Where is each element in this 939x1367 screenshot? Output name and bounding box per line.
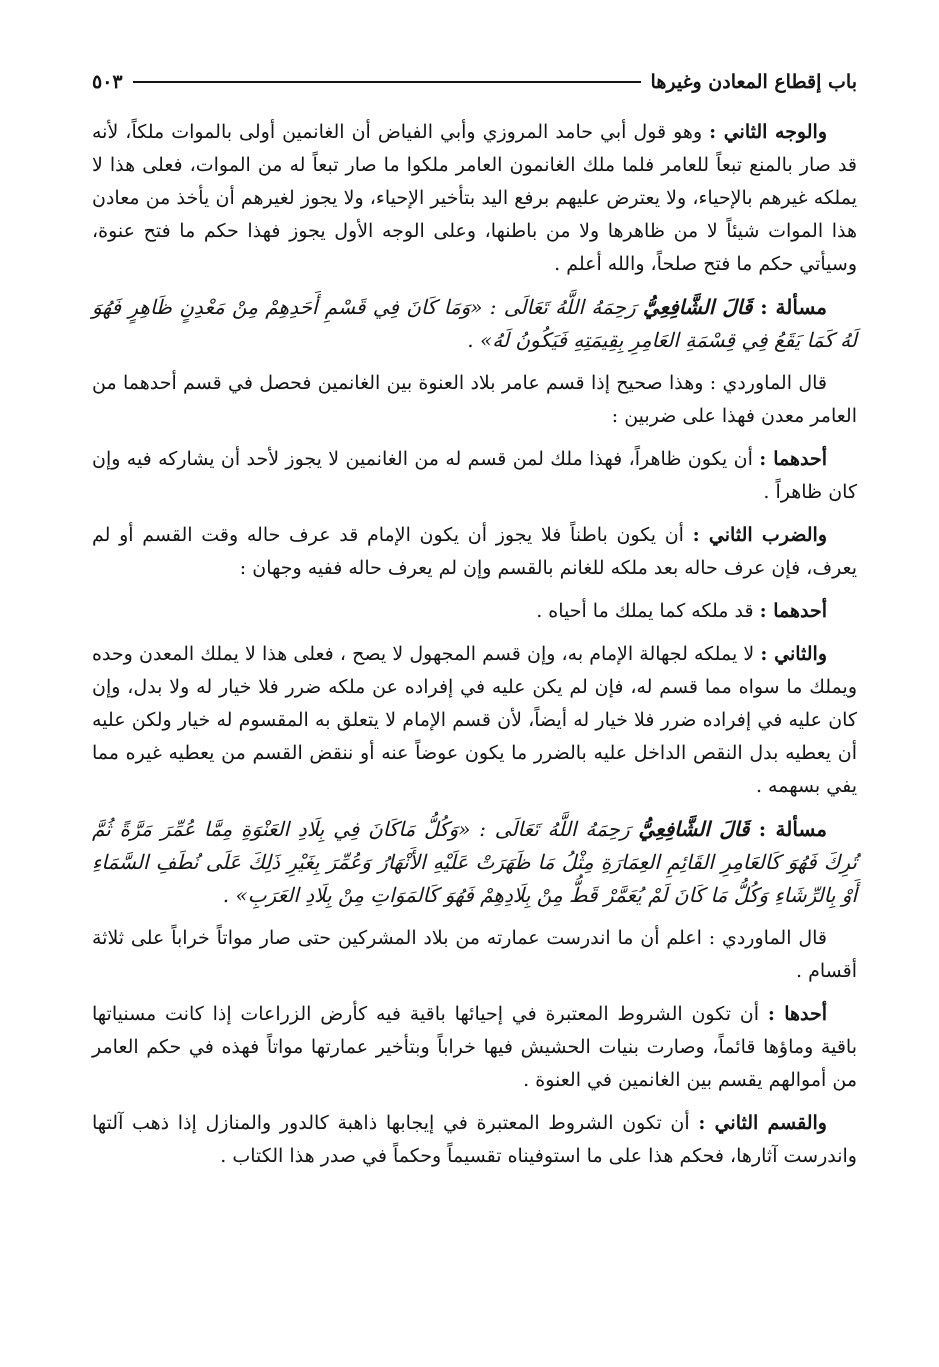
shafii-name: قَالَ الشَّافِعِيُّ — [642, 295, 761, 319]
paragraph-text: أن تكون الشروط المعتبرة في إحيائها باقية فيه كأرض الزراعات إذا كانت مسنياتها باقية وماؤها قائماً، وصارت بنيات الحشيش فيها خراباً وبتأخير عمارتها مواتاً فهذه في حكم العامر من أموالهم يقسم بين الغانمين في العنوة . — [92, 1003, 857, 1091]
page-number: ٥٠٣ — [92, 71, 123, 93]
paragraph-masala-1 — [92, 291, 857, 357]
paragraph-lead: والضرب الثاني : — [692, 524, 827, 546]
page-header — [92, 62, 857, 102]
paragraph-lead: والقسم الثاني : — [698, 1112, 827, 1134]
chapter-title: باب إقطاع المعادن وغيرها — [650, 71, 857, 93]
paragraph-second-view — [92, 116, 857, 281]
paragraph-lead: مسألة : — [760, 295, 828, 319]
book-page — [92, 62, 857, 1352]
paragraph-lead: أحدها : — [767, 1003, 827, 1025]
header-rule — [133, 81, 641, 83]
paragraph-lead: أحدهما : — [759, 600, 827, 622]
paragraph-first-type — [92, 443, 857, 509]
paragraph-text: وهو قول أبي حامد المروزي وأبي الفياض أن الغانمين أولى بالموات ملكاً، لأنه قد صار بالمنع تبعاً للعامر فلما ملك الغانمون العامر ملكوا ما صار تبعاً له من الموات، فعلى هذا لا يملكه غيرهم بالإحياء، ولا يعترض عليهم برفع اليد بتأخير الإحياء، ولا يجوز لغيرهم أن يأخذ من معادن هذا الموات شيئاً لا من ظاهرها ولا من باطنها، وعلى الوجه الأول يجوز فهذا حكم ما فتح عنوة، وسيأتي حكم ما فتح صلحاً، والله أعلم . — [92, 121, 857, 275]
paragraph-lead: والثاني : — [760, 643, 827, 665]
paragraph-text: رَحِمَهُ اللَّهُ تَعَالَى : «وَكُلُّ مَاكَانَ فِي بِلَادِ العَنْوَةِ مِمَّا عُمِّرَ مَرَّةً ثُمَّ تُرِكَ فَهُوَ كَالعَامِرِ القَائِمِ العِمَارَةِ مِثْلُ مَا ظَهَرَتْ عَلَيْهِ الأَنْهَارُ وَعُمِّرَ بِغَيْرِ ذَلِكَ عَلَى نُطَفِ السَّمَاءِ أَوْ بِالرِّشَاءِ وَكُلُّ مَا كَانَ لَمْ يُعَمَّرْ قَطُّ مِنْ بِلَادِهِمْ فَهُوَ كَالمَوَاتِ مِنْ بِلَادِ العَرَبِ» . — [92, 817, 857, 907]
paragraph-text: أن يكون باطناً فلا يجوز أن يكون الإمام قد عرف حاله وقت القسم أو لم يعرف، فإن عرف حاله بعد ملكه للغانم بالقسم وإن لم يعرف حاله ففيه وجهان : — [92, 524, 857, 579]
paragraph-first-view — [92, 595, 857, 628]
paragraph-text: قال الماوردي : وهذا صحيح إذا قسم عامر بلاد العنوة بين الغانمين فحصل في قسم أحدهما من العامر معدن فهذا على ضربين : — [92, 372, 857, 427]
paragraph-text: قال الماوردي : اعلم أن ما اندرست عمارته من بلاد المشركين حتى صار مواتاً خراباً على ثلاثة أقسام . — [92, 927, 857, 982]
shafii-name: قَالَ الشَّافِعِيُّ — [638, 817, 759, 841]
paragraph-text: أن تكون الشروط المعتبرة في إيجابها ذاهبة كالدور والمنازل إذا ذهب آلتها واندرست آثارها، فحكم هذا على ما استوفيناه تقسيماً وحكماً في صدر هذا الكتاب . — [92, 1112, 857, 1167]
paragraph-first-section — [92, 998, 857, 1097]
paragraph-lead: والوجه الثاني : — [709, 121, 827, 143]
paragraph-lead: أحدهما : — [759, 448, 828, 470]
paragraph-second-type — [92, 519, 857, 585]
paragraph-second-section — [92, 1107, 857, 1173]
paragraph-text: قد ملكه كما يملك ما أحياه . — [536, 600, 760, 622]
paragraph-text: أن يكون ظاهراً، فهذا ملك لمن قسم له من الغانمين لا يجوز لأحد أن يشاركه فيه وإن كان ظاهراً . — [92, 448, 857, 503]
paragraph-masala-2 — [92, 813, 857, 912]
paragraph-text: لا يملكه لجهالة الإمام به، وإن قسم المجهول لا يصح ، فعلى هذا لا يملك المعدن وحده ويملك ما سواه مما قسم له، فإن لم يكن عليه في إفراده عن ملكه ضرر فلا خيار له ولا بدل، وإن كان عليه في إفراده ضرر فلا خيار له أيضاً، لأن قسم الإمام لا يتعلق به المقسوم له خيار ولكن عليه أن يعطيه بدل النقص الداخل عليه بالضرر ما يكون عوضاً عنه أو ننقض القسم من يعطيه غيره مما يفي بسهمه . — [92, 643, 857, 797]
paragraph-second-view-b — [92, 638, 857, 803]
paragraph-lead: مسألة : — [758, 817, 828, 841]
paragraph-text: رَحِمَهُ اللَّهُ تَعَالَى : «وَمَا كَانَ فِي قَسْمِ أَحَدِهِمْ مِنْ مَعْدِنٍ ظَاهِرٍ فَهُوَ لَهُ كَمَا يَقَعُ فِي قِسْمَةِ العَامِرِ بِقِيمَتِهِ فَيَكُونُ لَهُ» . — [92, 295, 857, 352]
paragraph-mawardi-1 — [92, 367, 857, 433]
paragraph-mawardi-2 — [92, 922, 857, 988]
